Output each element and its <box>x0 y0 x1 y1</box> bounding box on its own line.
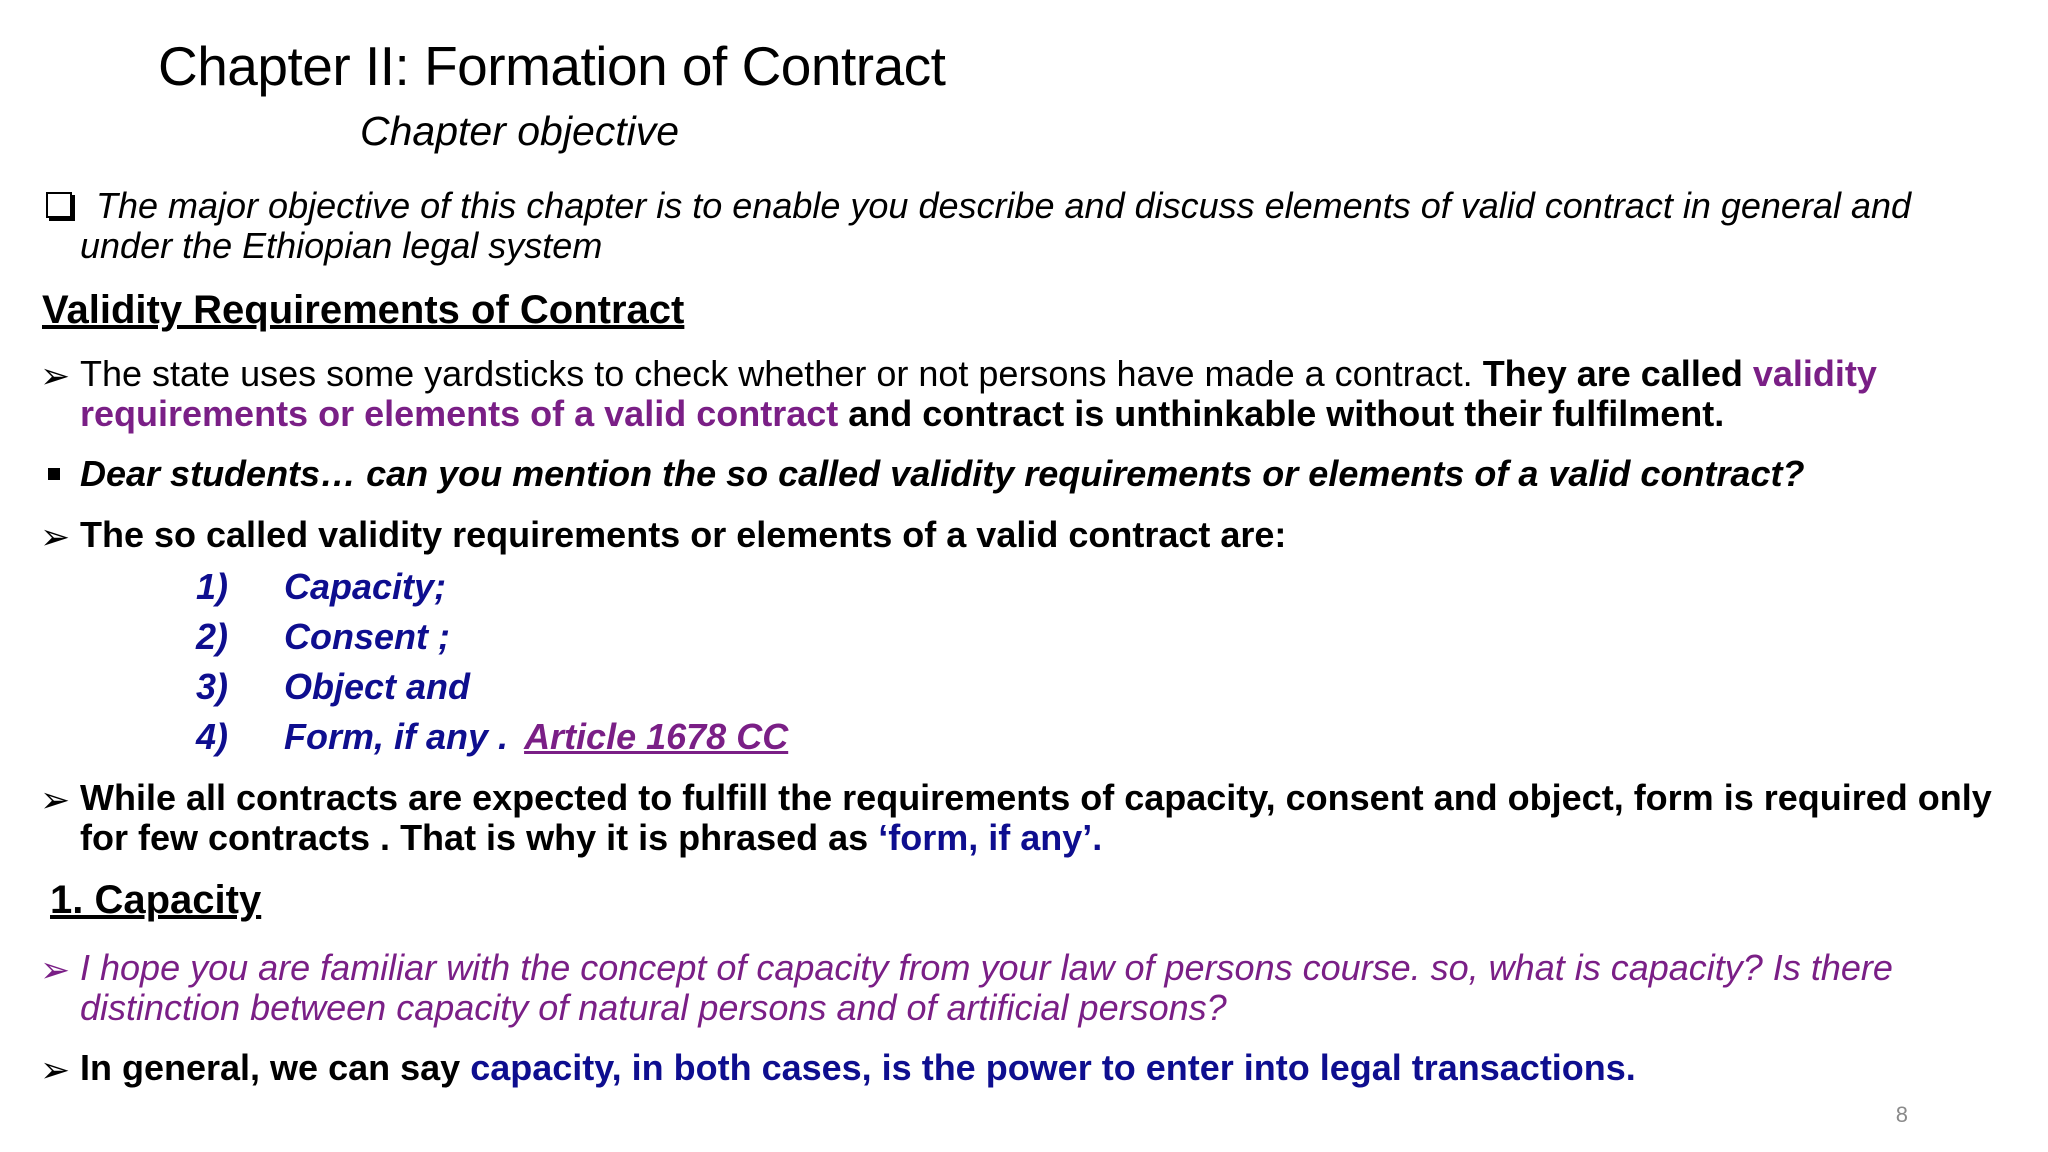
capacity-definition-highlight: capacity, in both cases, is the power to enter into legal transactions. <box>470 1047 1636 1088</box>
elements-list <box>196 562 788 762</box>
capacity-question-line-2: distinction between capacity of natural persons and of artificial persons? <box>80 987 1227 1028</box>
objective-paragraph <box>80 186 2048 266</box>
elements-intro <box>40 514 2048 557</box>
objective-line-1: The major objective of this chapter is to enable you describe and discuss elements of valid contract in general and <box>96 185 1912 226</box>
arrow-bullet-icon: ➢ <box>40 949 71 990</box>
slide-title: Chapter II: Formation of Contract <box>158 35 946 97</box>
list-item-number: 1) <box>196 566 229 607</box>
list-item-number: 2) <box>196 616 229 657</box>
capacity-heading: 1. Capacity <box>50 878 262 922</box>
requirements-highlight: requirements or elements of a valid contract <box>80 393 839 434</box>
slide-subtitle: Chapter objective <box>360 108 680 154</box>
capacity-definition <box>40 1047 2048 1090</box>
list-item <box>196 612 788 662</box>
arrow-bullet-icon: ➢ <box>40 355 71 396</box>
page-number: 8 <box>1895 1102 1908 1127</box>
validity-requirements-heading: Validity Requirements of Contract <box>42 288 685 332</box>
list-item-number: 4) <box>196 716 229 757</box>
list-item <box>196 562 788 612</box>
list-item-label: Capacity; <box>284 566 447 607</box>
checkbox-bullet-icon <box>46 192 72 218</box>
they-are-called-text: They are called <box>1482 353 1753 394</box>
capacity-question-paragraph <box>40 947 2048 1028</box>
yardsticks-text: The state uses some yardsticks to check whether or not persons have made a contract. <box>80 353 1483 394</box>
arrow-bullet-icon: ➢ <box>40 1049 71 1090</box>
elements-intro-text: The so called validity requirements or elements of a valid contract are: <box>80 514 1287 555</box>
capacity-question-line-1: I hope you are familiar with the concept of capacity from your law of persons course. so, what is capacity? Is there <box>80 947 1893 988</box>
form-if-any-highlight: ‘form, if any’. <box>878 817 1103 858</box>
objective-line-2: under the Ethiopian legal system <box>80 225 603 266</box>
square-bullet-icon <box>48 468 60 480</box>
form-note-paragraph <box>40 777 2048 858</box>
list-item-number: 3) <box>196 666 229 707</box>
list-item-label: Consent ; <box>284 616 450 657</box>
article-1678-link[interactable]: Article 1678 CC <box>524 716 789 757</box>
arrow-bullet-icon: ➢ <box>40 516 71 557</box>
list-item <box>196 662 788 712</box>
arrow-bullet-icon: ➢ <box>40 779 71 820</box>
list-item-label: Object and <box>284 666 471 707</box>
form-note-line-1: While all contracts are expected to fulfill the requirements of capacity, consent and object, form is required only <box>80 777 1992 818</box>
list-item-label: Form, if any . <box>284 716 509 757</box>
capacity-definition-text: In general, we can say <box>80 1047 471 1088</box>
students-question-text: Dear students… can you mention the so called validity requirements or elements of a valid contract? <box>80 453 1805 494</box>
form-note-line-2: for few contracts . That is why it is phrased as <box>80 817 879 858</box>
unthinkable-text: and contract is unthinkable without their fulfilment. <box>838 393 1725 434</box>
list-item <box>196 712 788 762</box>
validity-highlight: validity <box>1752 353 1877 394</box>
yardsticks-paragraph <box>40 353 2048 434</box>
students-question <box>80 454 2048 494</box>
